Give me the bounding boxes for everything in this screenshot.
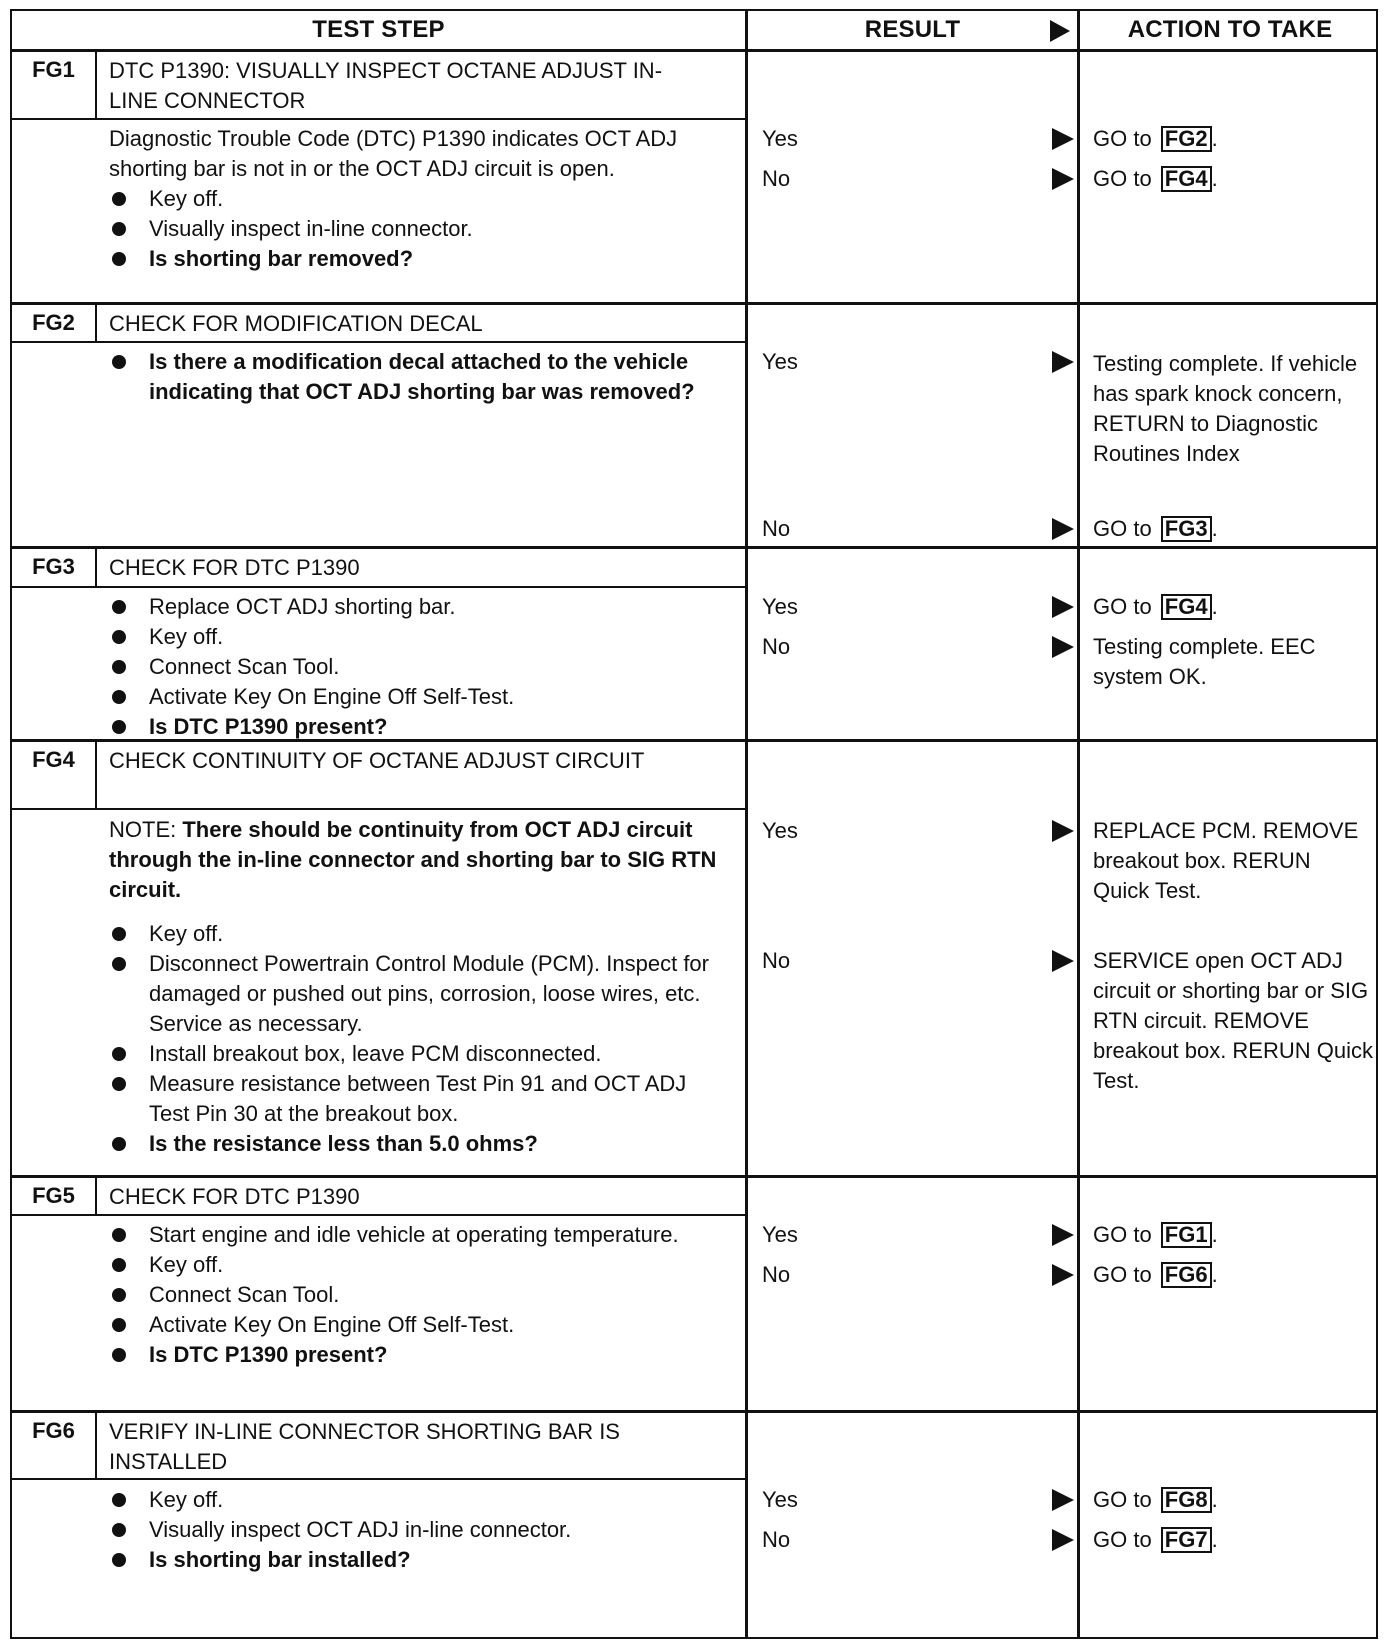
action-text: Testing complete. EEC system OK. (1093, 634, 1316, 689)
bullet-question: Is shorting bar installed? (109, 1545, 721, 1575)
step-code: FG3 (32, 554, 75, 579)
action-text: GO to FG4 . (1093, 166, 1218, 191)
step-intro: Diagnostic Trouble Code (DTC) P1390 indicates OCT ADJ shorting bar is not in or the OCT ADJ circuit is open. (109, 126, 678, 181)
step-title: CHECK FOR DTC P1390 (109, 1184, 360, 1209)
step-title: CHECK FOR MODIFICATION DECAL (109, 311, 483, 336)
result-yes: Yes (762, 818, 798, 843)
arrow-icon (1052, 950, 1074, 972)
result-yes: Yes (762, 1222, 798, 1247)
result-yes: Yes (762, 594, 798, 619)
bullet-item: Connect Scan Tool. (109, 652, 721, 682)
header-arrow-icon (1050, 20, 1070, 42)
action-text: Testing complete. If vehicle has spark knock concern, RETURN to Diagnostic Routines Index (1093, 351, 1358, 466)
arrow-icon (1052, 518, 1074, 540)
step-divider (12, 546, 1376, 549)
code-divider (95, 302, 97, 342)
step-ref-link[interactable]: FG7 (1161, 1527, 1212, 1553)
code-divider (95, 546, 97, 587)
step-code: FG1 (32, 57, 75, 82)
action-text: GO to FG3 . (1093, 516, 1218, 541)
bullet-question: Is there a modification decal attached to the vehicle indicating that OCT ADJ shorting bar was removed? (109, 347, 721, 407)
action-text: GO to FG1 . (1093, 1222, 1218, 1247)
action-text: GO to FG6 . (1093, 1262, 1218, 1287)
result-yes: Yes (762, 1487, 798, 1512)
step-body (109, 1220, 721, 1370)
bullet-item: Measure resistance between Test Pin 91 and OCT ADJ Test Pin 30 at the breakout box. (109, 1069, 721, 1129)
step-title: CHECK CONTINUITY OF OCTANE ADJUST CIRCUIT (109, 748, 645, 773)
arrow-icon (1052, 351, 1074, 373)
bullet-item: Key off. (109, 919, 721, 949)
step-note (109, 815, 721, 905)
step-body (109, 124, 721, 274)
arrow-icon (1052, 596, 1074, 618)
bullet-question: Is the resistance less than 5.0 ohms? (109, 1129, 721, 1159)
step-code: FG5 (32, 1183, 75, 1208)
bullet-item: Activate Key On Engine Off Self-Test. (109, 1310, 721, 1340)
action-prefix: GO to (1093, 126, 1158, 151)
step-ref-link[interactable]: FG6 (1161, 1262, 1212, 1288)
result-yes: Yes (762, 126, 798, 151)
step-body (109, 592, 721, 742)
step-code: FG2 (32, 310, 75, 335)
header-divider (12, 49, 1376, 52)
arrow-icon (1052, 1264, 1074, 1286)
action-prefix: GO to (1093, 166, 1158, 191)
step-body (109, 1485, 721, 1575)
bullet-item: Visually inspect in-line connector. (109, 214, 721, 244)
action-text: GO to FG7 . (1093, 1527, 1218, 1552)
code-divider (95, 1175, 97, 1215)
step-divider (12, 302, 1376, 305)
bullet-item: Key off. (109, 622, 721, 652)
bullet-item: Visually inspect OCT ADJ in-line connector. (109, 1515, 721, 1545)
action-text: REPLACE PCM. REMOVE breakout box. RERUN Quick Test. (1093, 818, 1359, 903)
title-divider (12, 1214, 745, 1216)
action-prefix: GO to (1093, 1222, 1158, 1247)
result-no: No (762, 166, 791, 191)
result-no: No (762, 948, 791, 973)
result-no: No (762, 516, 791, 541)
action-prefix: GO to (1093, 1487, 1158, 1512)
result-no: No (762, 634, 791, 659)
action-prefix: GO to (1093, 1527, 1158, 1552)
step-ref-link[interactable]: FG4 (1161, 594, 1212, 620)
action-prefix: GO to (1093, 594, 1158, 619)
step-title: CHECK FOR DTC P1390 (109, 555, 360, 580)
step-code: FG6 (32, 1418, 75, 1443)
arrow-icon (1052, 636, 1074, 658)
step-code: FG4 (32, 747, 75, 772)
step-divider (12, 1410, 1376, 1413)
step-divider (12, 739, 1376, 742)
bullet-item: Connect Scan Tool. (109, 1280, 721, 1310)
bullet-question: Is DTC P1390 present? (109, 712, 721, 742)
arrow-icon (1052, 1224, 1074, 1246)
step-divider (12, 1175, 1376, 1178)
header-action: ACTION TO TAKE (1127, 16, 1333, 43)
step-ref-link[interactable]: FG8 (1161, 1487, 1212, 1513)
action-text: GO to FG2 . (1093, 126, 1218, 151)
header-test-step: TEST STEP (312, 16, 445, 43)
action-text: GO to FG8 . (1093, 1487, 1218, 1512)
note-text: There should be continuity from OCT ADJ circuit through the in-line connector and shorting bar to SIG RTN circuit. (109, 817, 717, 902)
diagnostic-table (10, 9, 1378, 1639)
bullet-item: Install breakout box, leave PCM disconnected. (109, 1039, 721, 1069)
result-yes: Yes (762, 349, 798, 374)
title-divider (12, 118, 745, 120)
title-divider (12, 808, 745, 810)
code-divider (95, 1410, 97, 1479)
action-text: GO to FG4 . (1093, 594, 1218, 619)
result-no: No (762, 1262, 791, 1287)
arrow-icon (1052, 1529, 1074, 1551)
arrow-icon (1052, 128, 1074, 150)
bullet-item: Disconnect Powertrain Control Module (PCM). Inspect for damaged or pushed out pins, corrosion, loose wires, etc. Service as necessary. (109, 949, 721, 1039)
step-title: VERIFY IN-LINE CONNECTOR SHORTING BAR IS INSTALLED (109, 1419, 620, 1474)
bullet-question: Is DTC P1390 present? (109, 1340, 721, 1370)
code-divider (95, 739, 97, 809)
result-no: No (762, 1527, 791, 1552)
step-ref-link[interactable]: FG3 (1161, 516, 1212, 542)
step-ref-link[interactable]: FG1 (1161, 1222, 1212, 1248)
step-ref-link[interactable]: FG4 (1161, 166, 1212, 192)
title-divider (12, 586, 745, 588)
bullet-item: Key off. (109, 184, 721, 214)
title-divider (12, 1478, 745, 1480)
bullet-item: Key off. (109, 1485, 721, 1515)
arrow-icon (1052, 1489, 1074, 1511)
bullet-question: Is shorting bar removed? (109, 244, 721, 274)
arrow-icon (1052, 168, 1074, 190)
bullet-item: Key off. (109, 1250, 721, 1280)
step-body (109, 347, 721, 407)
step-title: DTC P1390: VISUALLY INSPECT OCTANE ADJUST IN-LINE CONNECTOR (109, 58, 663, 113)
note-label: NOTE: (109, 817, 177, 842)
step-body (109, 815, 721, 1159)
bullet-item: Activate Key On Engine Off Self-Test. (109, 682, 721, 712)
title-divider (12, 341, 745, 343)
step-ref-link[interactable]: FG2 (1161, 126, 1212, 152)
action-prefix: GO to (1093, 1262, 1158, 1287)
bullet-item: Start engine and idle vehicle at operating temperature. (109, 1220, 721, 1250)
action-prefix: GO to (1093, 516, 1158, 541)
arrow-icon (1052, 820, 1074, 842)
header-result: RESULT (864, 16, 961, 43)
column-divider-result (745, 11, 748, 1637)
code-divider (95, 49, 97, 119)
column-divider-action (1077, 11, 1080, 1637)
bullet-item: Replace OCT ADJ shorting bar. (109, 592, 721, 622)
action-text: SERVICE open OCT ADJ circuit or shorting bar or SIG RTN circuit. REMOVE breakout box. RERUN Quick Test. (1093, 948, 1373, 1093)
